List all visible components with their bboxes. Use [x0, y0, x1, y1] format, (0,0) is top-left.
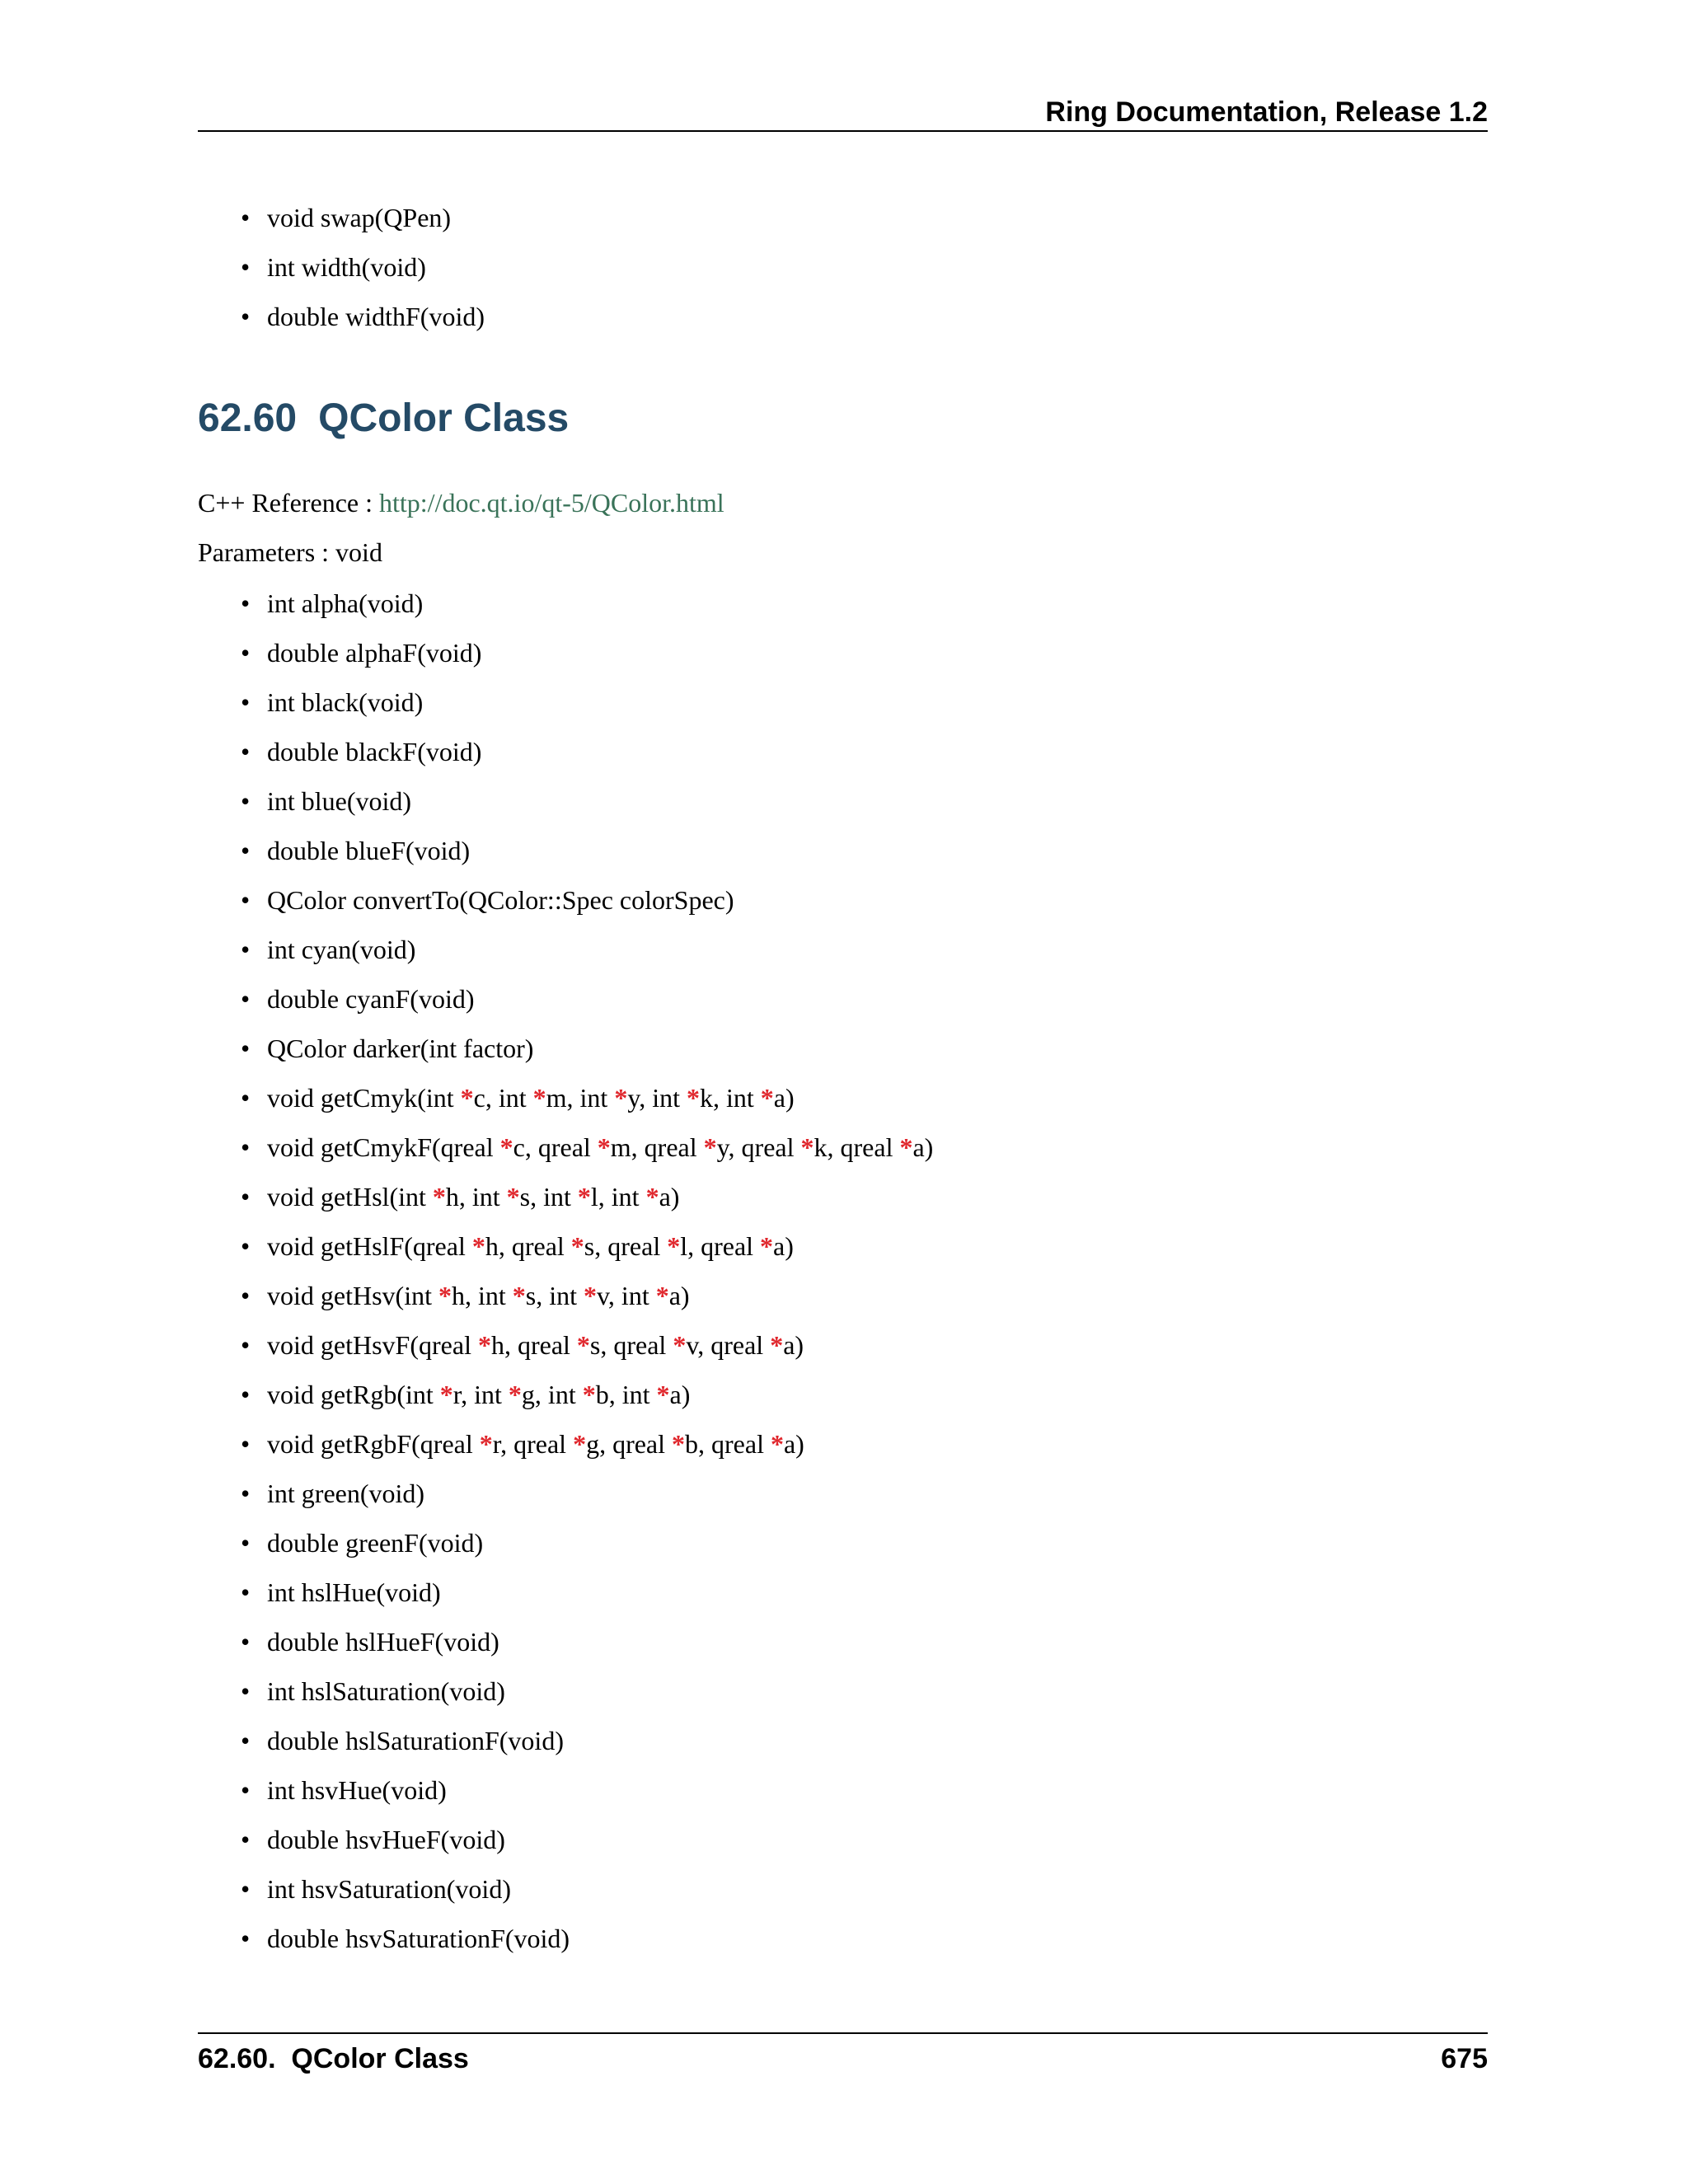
- bullet-icon: •: [241, 1874, 251, 1904]
- bullet-icon: •: [241, 1429, 251, 1459]
- list-item: [0, 1666, 933, 1716]
- section-heading: [198, 389, 569, 448]
- list-item: [0, 628, 933, 677]
- bullet-icon: •: [241, 1330, 251, 1360]
- method-signature: double hsvSaturationF(void): [267, 1924, 570, 1953]
- list-item: [0, 1864, 933, 1914]
- list-item: [0, 875, 933, 925]
- method-signature: void getRgb(int *r, int *g, int *b, int *a): [267, 1380, 691, 1409]
- list-item: [0, 1469, 933, 1518]
- method-signature: int alpha(void): [267, 588, 424, 618]
- list-item: [0, 1320, 933, 1370]
- bullet-icon: •: [241, 588, 251, 618]
- pointer-star: *: [576, 1330, 590, 1360]
- method-signature: double alphaF(void): [267, 638, 482, 668]
- pointer-star: *: [477, 1330, 491, 1360]
- footer-rule: [198, 2032, 1488, 2034]
- method-signature: void getCmyk(int *c, int *m, int *y, int *k, int *a): [267, 1083, 795, 1113]
- bullet-icon: •: [241, 1281, 251, 1310]
- list-item: [0, 1765, 933, 1815]
- list-item: [0, 193, 485, 242]
- qcolor-method-list: [0, 579, 933, 1963]
- reference-line: [198, 478, 724, 527]
- bullet-icon: •: [241, 1182, 251, 1212]
- list-item: [0, 1172, 933, 1221]
- list-item: [0, 1568, 933, 1617]
- list-item: [0, 1914, 933, 1963]
- bullet-icon: •: [241, 252, 251, 282]
- method-signature: double hslHueF(void): [267, 1627, 499, 1657]
- method-signature: void swap(QPen): [267, 203, 452, 232]
- running-header-title: Ring Documentation, Release 1.2: [1045, 96, 1488, 128]
- bullet-icon: •: [241, 1775, 251, 1805]
- list-item: [0, 1024, 933, 1073]
- list-item: [0, 1518, 933, 1568]
- bullet-icon: •: [241, 836, 251, 865]
- footer-section-title: 62.60. QColor Class: [198, 2043, 469, 2074]
- bullet-icon: •: [241, 1380, 251, 1409]
- bullet-icon: •: [241, 203, 251, 232]
- parameters-line: Parameters : void: [198, 537, 382, 567]
- bullet-icon: •: [241, 1577, 251, 1607]
- method-signature: void getHslF(qreal *h, qreal *s, qreal *l, qreal *a): [267, 1231, 794, 1261]
- method-signature: void getCmykF(qreal *c, qreal *m, qreal *y, qreal *k, qreal *a): [267, 1132, 934, 1162]
- pointer-star: *: [770, 1330, 784, 1360]
- pointer-star: *: [703, 1132, 717, 1162]
- list-item: [0, 1073, 933, 1122]
- section-number: 62.60: [198, 396, 298, 440]
- page-number: 675: [1441, 2043, 1488, 2074]
- bullet-icon: •: [241, 1627, 251, 1657]
- method-signature: int cyan(void): [267, 935, 416, 964]
- pointer-star: *: [479, 1429, 493, 1459]
- pointer-star: *: [432, 1182, 446, 1212]
- method-signature: QColor darker(int factor): [267, 1033, 534, 1063]
- list-item: [0, 1221, 933, 1271]
- bullet-icon: •: [241, 737, 251, 766]
- list-item: [0, 1815, 933, 1864]
- method-signature: int width(void): [267, 252, 426, 282]
- method-signature: double blueF(void): [267, 836, 471, 865]
- method-signature: double widthF(void): [267, 302, 485, 331]
- pointer-star: *: [645, 1182, 659, 1212]
- method-signature: double cyanF(void): [267, 984, 475, 1014]
- bullet-icon: •: [241, 1083, 251, 1113]
- method-signature: double blackF(void): [267, 737, 482, 766]
- list-item: [0, 1122, 933, 1172]
- list-item: [0, 826, 933, 875]
- method-signature: void getHsl(int *h, int *s, int *l, int *a): [267, 1182, 680, 1212]
- pointer-star: *: [499, 1132, 513, 1162]
- bullet-icon: •: [241, 1132, 251, 1162]
- bullet-icon: •: [241, 302, 251, 331]
- bullet-icon: •: [241, 885, 251, 915]
- pointer-star: *: [508, 1380, 522, 1409]
- pointer-star: *: [760, 1083, 774, 1113]
- list-item: [0, 1370, 933, 1419]
- list-item: [0, 242, 485, 292]
- method-signature: int hsvSaturation(void): [267, 1874, 511, 1904]
- pointer-star: *: [597, 1132, 611, 1162]
- pointer-star: *: [672, 1429, 686, 1459]
- method-signature: int hsvHue(void): [267, 1775, 447, 1805]
- pointer-star: *: [438, 1281, 452, 1310]
- method-signature: void getHsvF(qreal *h, qreal *s, qreal *v, qreal *a): [267, 1330, 804, 1360]
- method-signature: int green(void): [267, 1479, 425, 1508]
- method-signature: int hslHue(void): [267, 1577, 441, 1607]
- pointer-star: *: [573, 1429, 587, 1459]
- bullet-icon: •: [241, 1924, 251, 1953]
- bullet-icon: •: [241, 1479, 251, 1508]
- list-item: [0, 1419, 933, 1469]
- list-item: [0, 974, 933, 1024]
- pointer-star: *: [460, 1083, 474, 1113]
- pointer-star: *: [577, 1182, 591, 1212]
- method-signature: void getHsv(int *h, int *s, int *v, int *a): [267, 1281, 690, 1310]
- bullet-icon: •: [241, 984, 251, 1014]
- pointer-star: *: [582, 1380, 596, 1409]
- bullet-icon: •: [241, 1825, 251, 1854]
- list-item: [0, 292, 485, 341]
- bullet-icon: •: [241, 638, 251, 668]
- bullet-icon: •: [241, 1033, 251, 1063]
- list-item: [0, 1716, 933, 1765]
- pointer-star: *: [800, 1132, 814, 1162]
- reference-label: C++ Reference :: [198, 488, 379, 518]
- pointer-star: *: [570, 1231, 584, 1261]
- list-item: [0, 1271, 933, 1320]
- list-item: [0, 579, 933, 628]
- previous-class-method-list: [0, 193, 485, 341]
- method-signature: double hsvHueF(void): [267, 1825, 505, 1854]
- method-signature: double hslSaturationF(void): [267, 1726, 564, 1755]
- list-item: [0, 727, 933, 776]
- pointer-star: *: [614, 1083, 628, 1113]
- header-rule: [198, 130, 1488, 132]
- bullet-icon: •: [241, 1726, 251, 1755]
- section-title: QColor Class: [318, 396, 570, 440]
- method-signature: int black(void): [267, 687, 424, 717]
- list-item: [0, 776, 933, 826]
- pointer-star: *: [656, 1380, 670, 1409]
- pointer-star: *: [584, 1281, 597, 1310]
- pointer-star: *: [506, 1182, 520, 1212]
- bullet-icon: •: [241, 786, 251, 816]
- bullet-icon: •: [241, 1676, 251, 1706]
- pointer-star: *: [899, 1132, 913, 1162]
- pointer-star: *: [667, 1231, 681, 1261]
- bullet-icon: •: [241, 1528, 251, 1558]
- method-signature: double greenF(void): [267, 1528, 484, 1558]
- pointer-star: *: [687, 1083, 701, 1113]
- method-signature: int blue(void): [267, 786, 412, 816]
- pointer-star: *: [532, 1083, 546, 1113]
- pointer-star: *: [655, 1281, 669, 1310]
- pointer-star: *: [512, 1281, 526, 1310]
- pointer-star: *: [760, 1231, 774, 1261]
- reference-link[interactable]: http://doc.qt.io/qt-5/QColor.html: [379, 488, 724, 518]
- pointer-star: *: [770, 1429, 784, 1459]
- bullet-icon: •: [241, 1231, 251, 1261]
- bullet-icon: •: [241, 935, 251, 964]
- pointer-star: *: [673, 1330, 687, 1360]
- pointer-star: *: [439, 1380, 453, 1409]
- bullet-icon: •: [241, 687, 251, 717]
- list-item: [0, 1617, 933, 1666]
- method-signature: int hslSaturation(void): [267, 1676, 505, 1706]
- list-item: [0, 677, 933, 727]
- method-signature: QColor convertTo(QColor::Spec colorSpec): [267, 885, 734, 915]
- pointer-star: *: [471, 1231, 485, 1261]
- method-signature: void getRgbF(qreal *r, qreal *g, qreal *b, qreal *a): [267, 1429, 804, 1459]
- list-item: [0, 925, 933, 974]
